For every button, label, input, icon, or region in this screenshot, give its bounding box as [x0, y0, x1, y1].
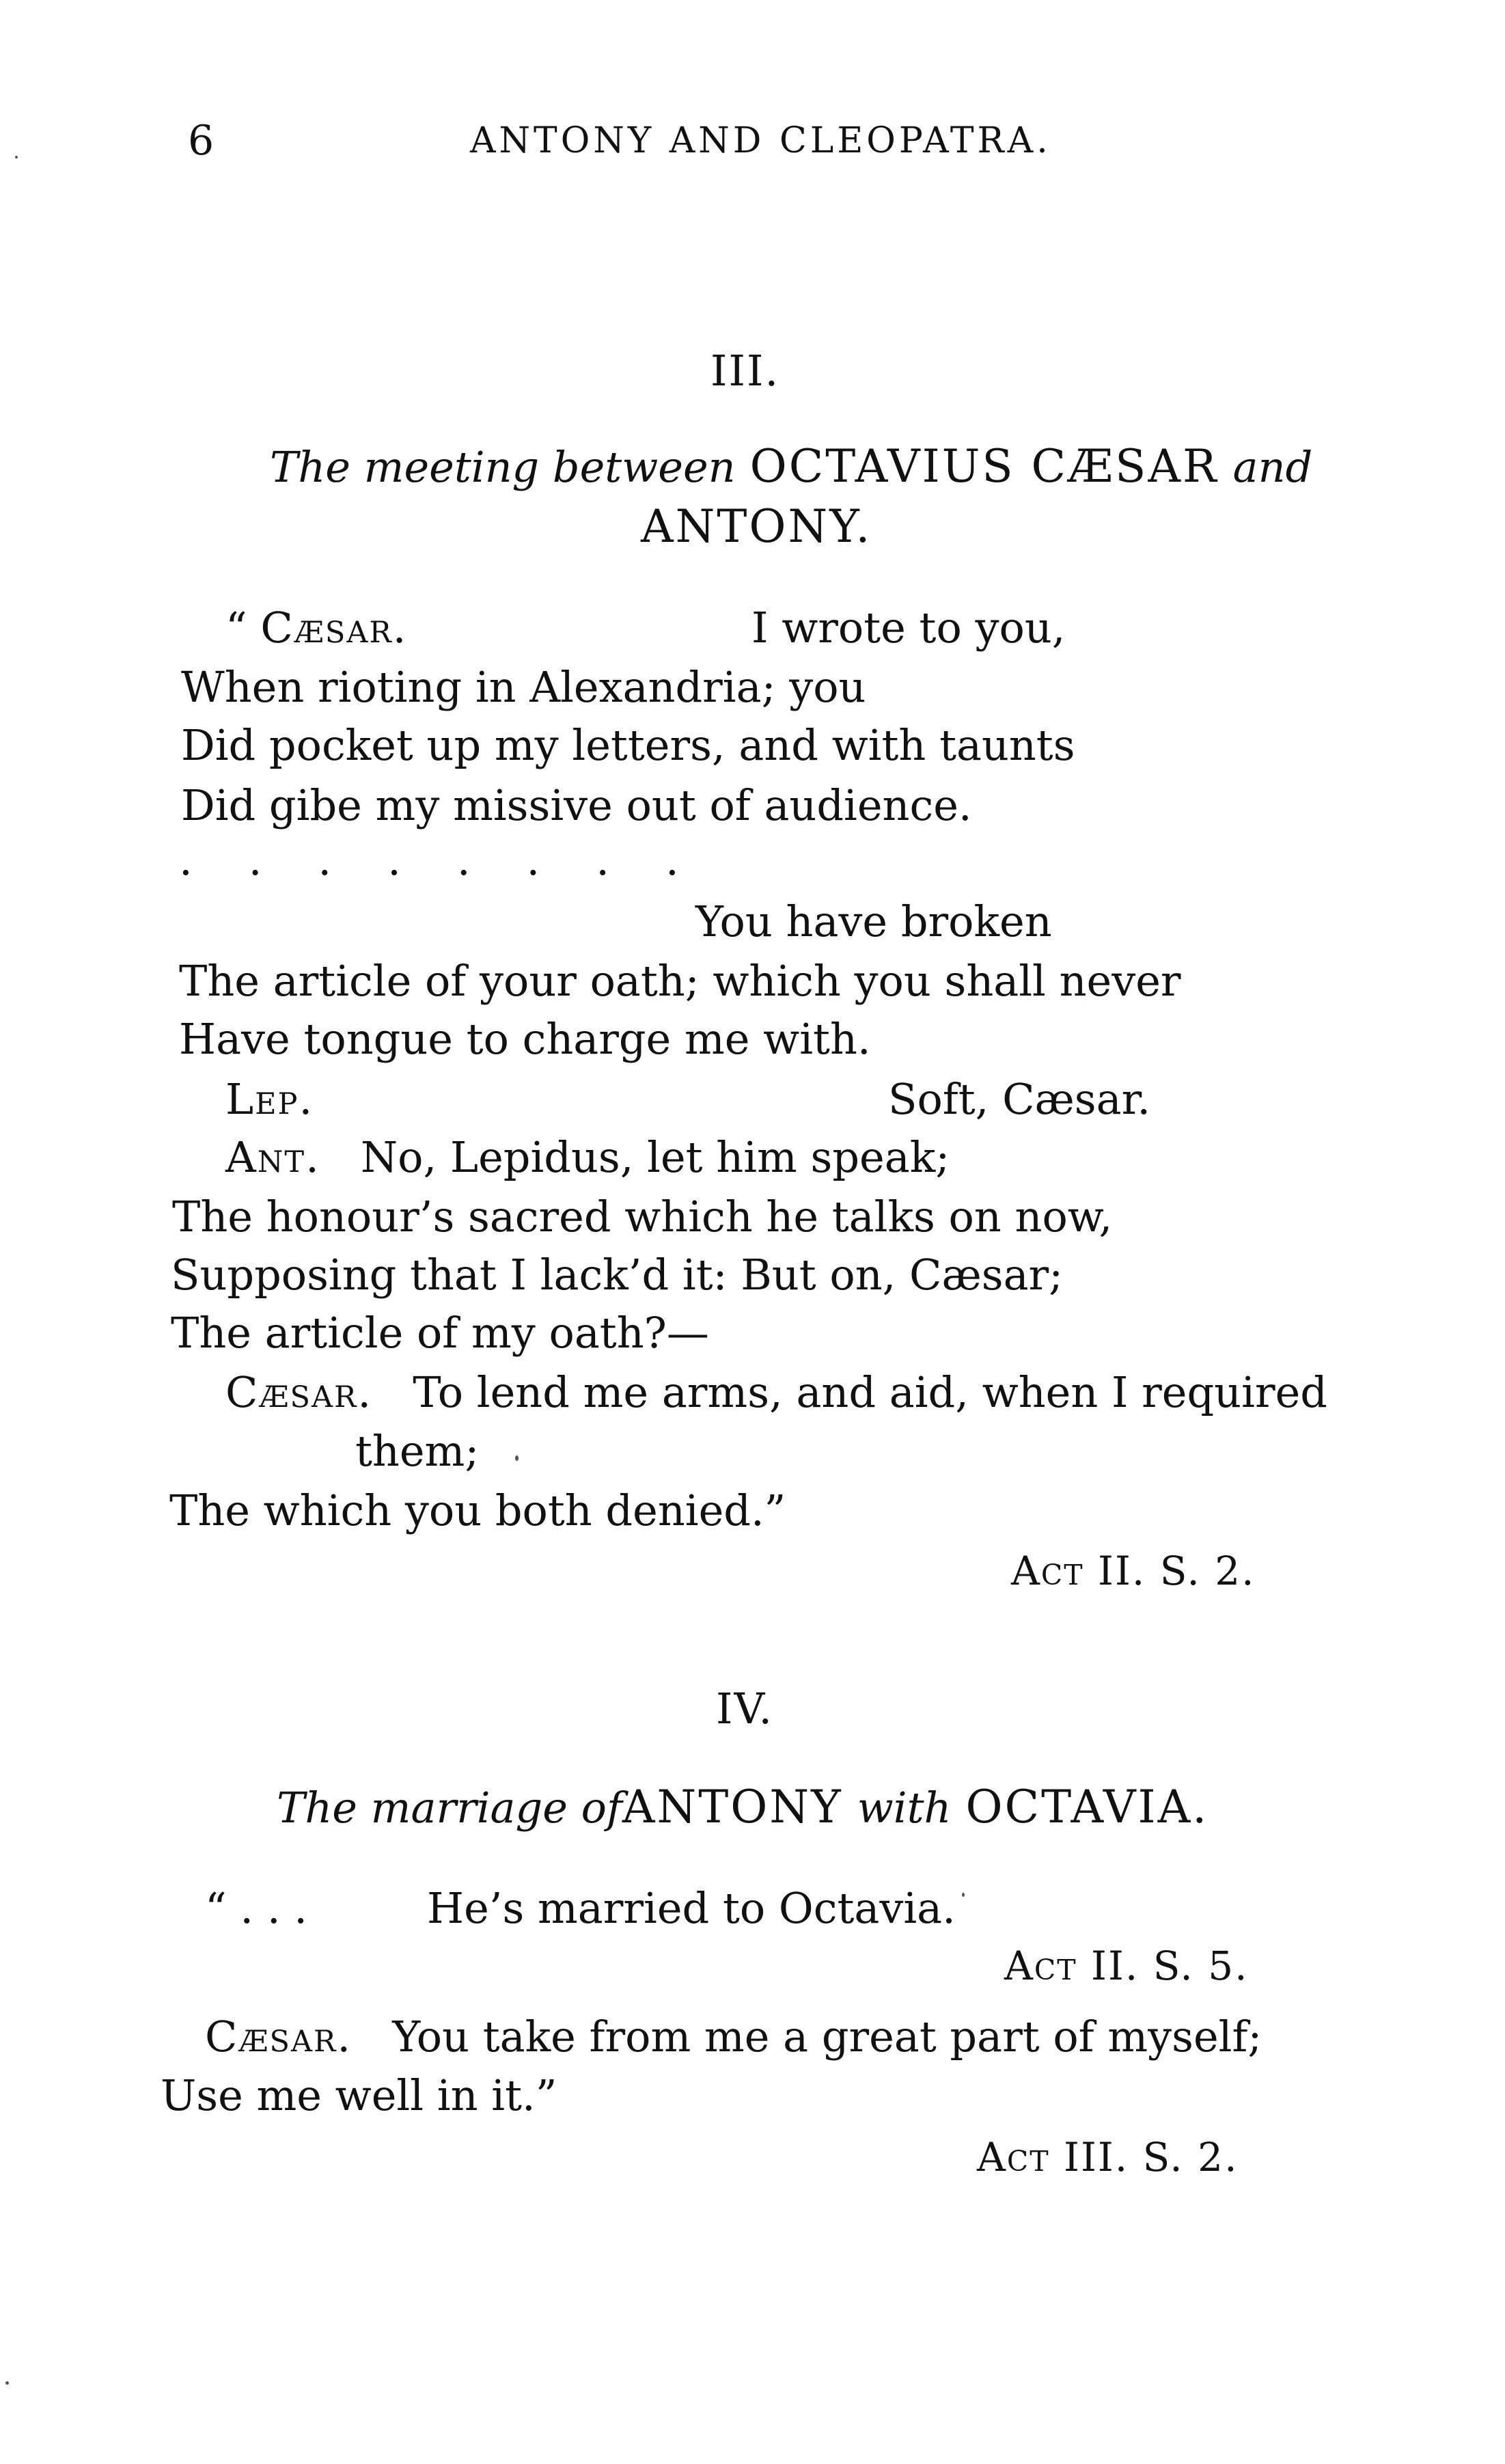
verse-line: Did pocket up my letters, and with taunts — [181, 720, 1075, 770]
verse-line: Did gibe my missive out of audience. — [181, 780, 972, 830]
verse-line — [205, 2012, 1262, 2062]
verse-line: I wrote to you, — [751, 603, 1066, 653]
verse-line: Have tongue to charge me with. — [179, 1014, 871, 1064]
section-heading — [270, 440, 1313, 493]
paper-speck — [5, 2381, 9, 2385]
paper-speck — [515, 1455, 519, 1461]
heading-italic: The marriage of — [277, 1783, 622, 1833]
heading-italic: with — [857, 1783, 952, 1833]
speaker-name: Cæsar. — [260, 603, 408, 653]
quote-ellipsis: “ . . . — [205, 1883, 307, 1933]
verse-line: He’s married to Octavia. — [427, 1883, 956, 1933]
act-scene-citation: Act III. S. 2. — [977, 2134, 1239, 2180]
heading-italic: and — [1232, 442, 1313, 492]
verse-line: them; — [355, 1426, 480, 1476]
verse-line: Soft, Cæsar. — [888, 1074, 1151, 1124]
verse-line: Use me well in it.” — [161, 2070, 557, 2120]
verse-line — [225, 603, 408, 653]
paper-speck — [15, 156, 18, 159]
speech-text: You take from me a great part of myself; — [392, 2012, 1262, 2062]
heading-italic: The meeting between — [270, 442, 736, 492]
section-number: III. — [710, 346, 780, 396]
heading-name: OCTAVIA. — [965, 1781, 1209, 1833]
act-scene-citation: Act II. S. 5. — [1004, 1943, 1249, 1989]
heading-name: ANTONY — [622, 1781, 843, 1833]
verse-line: When rioting in Alexandria; you — [181, 662, 866, 712]
verse-line: The article of your oath; which you shall never — [179, 956, 1181, 1006]
running-title: ANTONY AND CLEOPATRA. — [470, 120, 1051, 161]
page-number: 6 — [188, 117, 215, 165]
verse-line: The honour’s sacred which he talks on now, — [172, 1192, 1113, 1242]
verse-line — [225, 1132, 950, 1182]
verse-line: The which you both denied.” — [169, 1486, 786, 1535]
speaker-name: Ant. — [225, 1132, 320, 1182]
speech-text: No, Lepidus, let him speak; — [360, 1132, 950, 1182]
verse-line — [225, 1367, 1327, 1417]
speaker-name: Cæsar. — [225, 1367, 373, 1417]
paper-speck — [962, 1893, 965, 1897]
section-number: IV. — [716, 1684, 774, 1734]
speaker-name: Lep. — [225, 1074, 314, 1124]
heading-name: ANTONY. — [641, 500, 872, 553]
heading-name: OCTAVIUS CÆSAR — [749, 440, 1219, 493]
section-heading — [277, 1781, 1209, 1833]
speaker-name: Cæsar. — [205, 2012, 353, 2062]
verse-line: Supposing that I lack’d it: But on, Cæsar; — [171, 1250, 1064, 1300]
speech-text: To lend me arms, and aid, when I required — [413, 1367, 1327, 1417]
act-scene-citation: Act II. S. 2. — [1011, 1548, 1256, 1594]
verse-line: The article of my oath?— — [171, 1308, 709, 1358]
open-quote: “ — [225, 603, 247, 653]
verse-line: You have broken — [695, 896, 1052, 946]
ellipsis-dots: ........ — [179, 835, 735, 885]
